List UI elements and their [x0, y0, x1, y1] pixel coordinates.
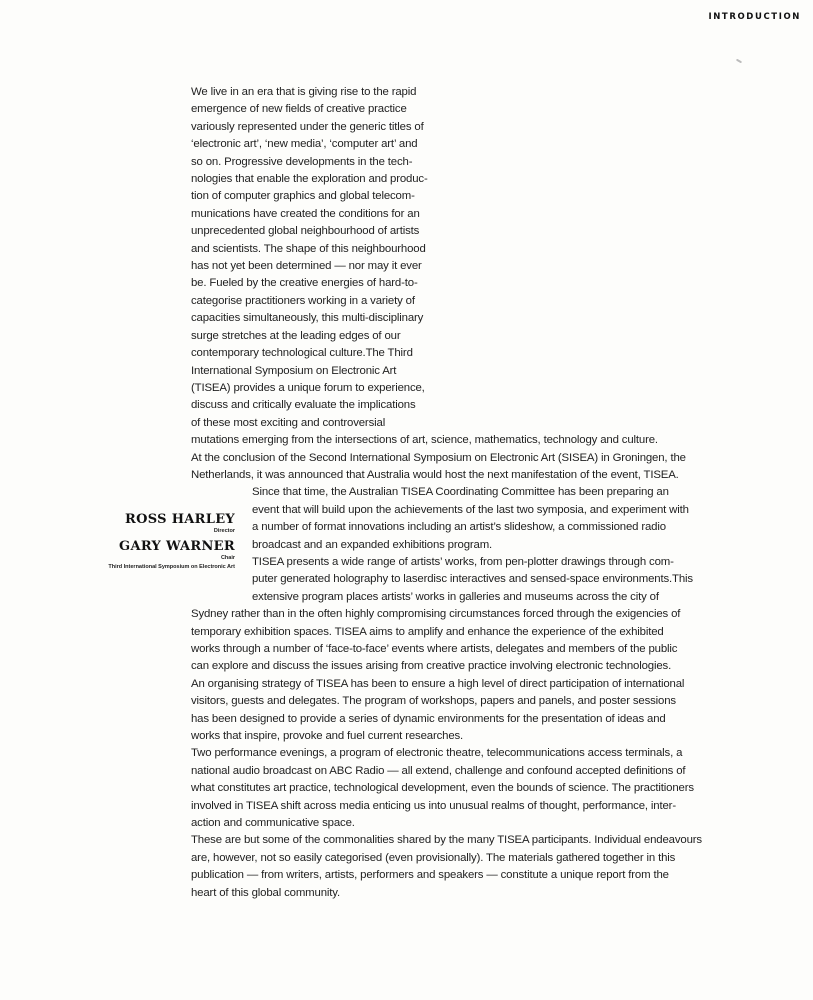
body-line: national audio broadcast on ABC Radio — all extend, challenge and confound accepted definitions of: [191, 764, 686, 777]
body-line: An organising strategy of TISEA has been to ensure a high level of direct participation of international: [191, 677, 685, 690]
scan-speck: [736, 59, 742, 64]
body-line: Two performance evenings, a program of electronic theatre, telecommunications access terminals, a: [191, 747, 683, 760]
body-line: tion of computer graphics and global telecom-: [191, 190, 415, 203]
body-line: discuss and critically evaluate the implications: [191, 399, 416, 412]
body-line: contemporary technological culture.The Third: [191, 347, 413, 360]
body-line: International Symposium on Electronic Art: [191, 364, 397, 377]
body-line: has been designed to provide a series of dynamic environments for the presentation of ideas and: [191, 712, 666, 725]
body-line: action and communicative space.: [191, 817, 355, 830]
body-line: a number of format innovations including an artist’s slideshow, a commissioned radio: [252, 521, 666, 534]
body-line: Netherlands, it was announced that Australia would host the next manifestation of the event, TISEA.: [191, 468, 679, 481]
body-line: and scientists. The shape of this neighbourhood: [191, 242, 426, 255]
body-line: has not yet been determined — nor may it ever: [191, 260, 422, 273]
body-line: visitors, guests and delegates. The program of workshops, papers and panels, and poster sessions: [191, 695, 676, 708]
body-line: nologies that enable the exploration and produc-: [191, 173, 428, 186]
body-line: unprecedented global neighbourhood of artists: [191, 225, 420, 238]
organization-name: Third International Symposium on Electronic Art: [108, 564, 235, 570]
body-line: categorise practitioners working in a variety of: [191, 294, 415, 307]
body-line: broadcast and an expanded exhibitions program.: [252, 538, 493, 551]
body-line: TISEA presents a wide range of artists’ works, from pen-plotter drawings through com-: [252, 555, 674, 568]
body-line: involved in TISEA shift across media enticing us into unusual realms of thought, performance, inter-: [191, 799, 676, 812]
body-line: of these most exciting and controversial: [191, 416, 386, 429]
body-line: ‘electronic art’, ‘new media’, ‘computer art’ and: [191, 138, 418, 151]
signatory-role-2: Chair: [220, 555, 235, 561]
section-header: INTRODUCTION: [708, 12, 801, 22]
body-line: Sydney rather than in the often highly compromising circumstances forced through the exigencies of: [191, 608, 681, 621]
body-line: heart of this global community.: [191, 886, 340, 899]
body-line: munications have created the conditions for an: [191, 207, 420, 220]
signatory-role-1: Director: [213, 528, 235, 534]
signatory-name-1: ROSS HARLEY: [125, 512, 235, 527]
body-line: works through a number of ‘face-to-face’ events where artists, delegates and members of the public: [191, 643, 678, 655]
body-line: works that inspire, provoke and fuel current researches.: [191, 730, 464, 743]
body-line: event that will build upon the achievements of the last two symposia, and experiment with: [252, 503, 689, 516]
body-line: capacities simultaneously, this multi-disciplinary: [191, 312, 424, 325]
body-line: Since that time, the Australian TISEA Coordinating Committee has been preparing an: [252, 486, 669, 499]
body-line: We live in an era that is giving rise to the rapid: [191, 86, 417, 98]
introduction-body: [191, 84, 711, 902]
body-line: These are but some of the commonalities shared by the many TISEA participants. Individual endeavours: [191, 834, 702, 847]
body-line: extensive program places artists’ works in galleries and museums across the city of: [252, 590, 659, 603]
body-line: surge stretches at the leading edges of our: [191, 329, 401, 342]
body-line: mutations emerging from the intersections of art, science, mathematics, technology and culture.: [191, 434, 658, 447]
body-line: emergence of new fields of creative practice: [191, 103, 407, 116]
body-line: publication — from writers, artists, performers and speakers — constitute a unique report from the: [191, 869, 669, 882]
signatory-name-2: GARY WARNER: [119, 539, 235, 554]
body-line: what constitutes art practice, technological development, even the bounds of science. The practitioners: [191, 782, 694, 795]
body-line: so on. Progressive developments in the tech-: [191, 155, 413, 168]
body-line: (TISEA) provides a unique forum to experience,: [191, 381, 425, 394]
body-line: are, however, not so easily categorised (even provisionally). The materials gathered together in this: [191, 851, 676, 864]
body-line: puter generated holography to laserdisc interactives and sensed-space environments.This: [252, 573, 693, 586]
body-line: can explore and discuss the issues arising from creative practice involving electronic technologies.: [191, 660, 672, 673]
body-line: temporary exhibition spaces. TISEA aims to amplify and enhance the experience of the exhibited: [191, 625, 664, 638]
body-line: variously represented under the generic titles of: [191, 120, 424, 133]
body-line: be. Fueled by the creative energies of hard-to-: [191, 277, 418, 290]
signature-block: [60, 512, 235, 572]
body-line: At the conclusion of the Second International Symposium on Electronic Art (SISEA) in Groningen, the: [191, 451, 686, 464]
